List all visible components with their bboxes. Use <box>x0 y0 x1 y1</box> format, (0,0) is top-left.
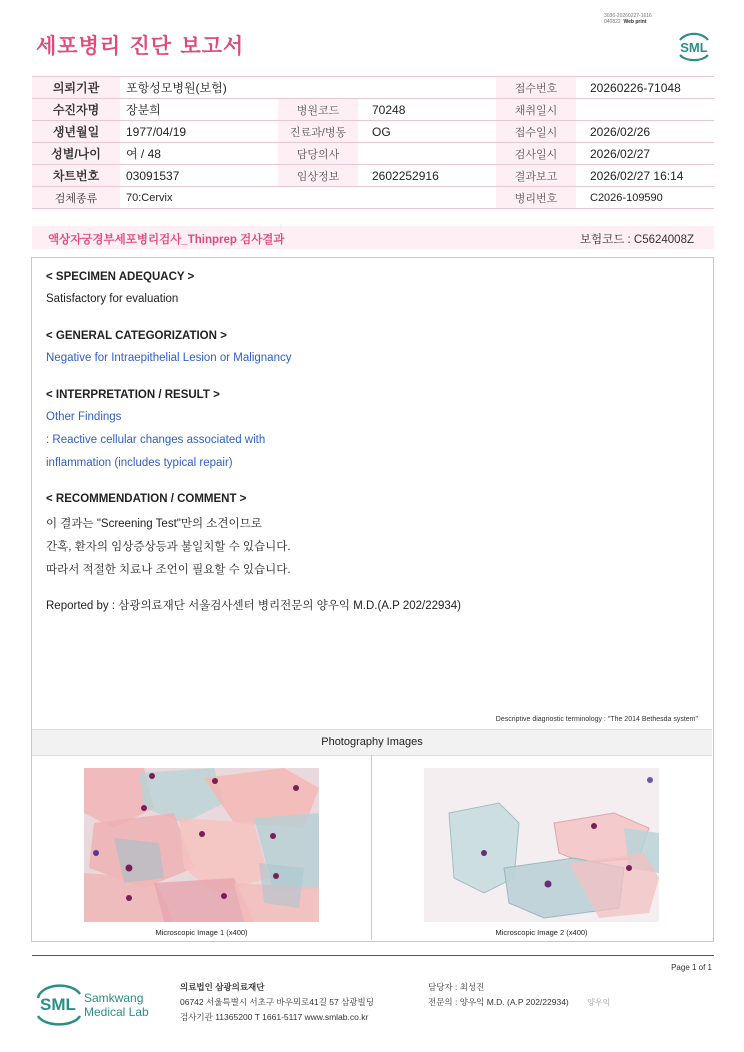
dept-value: OG <box>358 121 496 143</box>
patient-value: 장분희 <box>120 99 278 121</box>
footer-manager: 담당자 : 최성진 <box>428 982 485 992</box>
interpretation-line-2: : Reactive cellular changes associated with <box>46 434 266 446</box>
table-row <box>32 99 714 121</box>
patient-info-table <box>32 76 714 209</box>
table-row <box>32 143 714 165</box>
clinical-label: 임상정보 <box>278 165 358 187</box>
microscopic-image-2 <box>424 768 659 922</box>
doctor-value <box>358 143 496 165</box>
specimen-label: 검체종류 <box>32 187 120 209</box>
exam-name: 액상자궁경부세포병리검사_Thinprep 검사결과 <box>48 234 285 246</box>
footer-logo-text: SML <box>40 995 76 1014</box>
sml-logo-icon <box>674 28 714 64</box>
footer-org: 의료법인 삼광의료재단 <box>180 982 265 992</box>
interpretation-line-1: Other Findings <box>46 411 122 423</box>
sex-age-value: 여 / 48 <box>120 143 278 165</box>
print-code-2: 040822 <box>604 19 621 25</box>
reported-by: Reported by : 삼광의료재단 서울검사센터 병리전문의 양우익 M.D.(A.P 202/22934) <box>46 600 462 612</box>
comment-heading: < RECOMMENDATION / COMMENT > <box>46 493 247 505</box>
interpretation-heading: < INTERPRETATION / RESULT > <box>46 389 220 401</box>
result-date-value: 2026/02/27 16:14 <box>576 165 714 187</box>
footer-address-block <box>180 980 374 1025</box>
collect-date-value <box>576 99 714 121</box>
svg-text:SML: SML <box>680 40 708 55</box>
exam-date-label: 검사일시 <box>496 143 576 165</box>
table-row <box>32 165 714 187</box>
doctor-label: 담당의사 <box>278 143 358 165</box>
footer-staff-block <box>428 980 610 1010</box>
category-heading: < GENERAL CATEGORIZATION > <box>46 330 227 342</box>
hosp-code-value: 70248 <box>358 99 496 121</box>
page-number: Page 1 of 1 <box>671 963 712 972</box>
image-2-caption: Microscopic Image 2 (x400) <box>495 928 588 937</box>
path-no-value: C2026-109590 <box>576 187 714 209</box>
receipt-no-label: 접수번호 <box>496 77 576 99</box>
adequacy-heading: < SPECIMEN ADEQUACY > <box>46 271 195 283</box>
photo-section-title: Photography Images <box>32 729 712 756</box>
receipt-no-value: 20260226-71048 <box>576 77 714 99</box>
clinical-value: 2602252916 <box>358 165 496 187</box>
interpretation-line-3: inflammation (includes typical repair) <box>46 457 233 469</box>
birth-value: 1977/04/19 <box>120 121 278 143</box>
print-label: Web print <box>623 19 647 25</box>
hospital-value: 포항성모병원(보험) <box>120 77 496 99</box>
footer-divider <box>32 955 714 956</box>
chart-value: 03091537 <box>120 165 278 187</box>
insurance-code: 보험코드 : C5624008Z <box>579 234 694 246</box>
receipt-date-value: 2026/02/26 <box>576 121 714 143</box>
footer-logo <box>36 980 156 1031</box>
image-1-caption: Microscopic Image 1 (x400) <box>155 928 248 937</box>
hosp-code-label: 병원코드 <box>278 99 358 121</box>
signature: 양우익 <box>587 998 611 1007</box>
specimen-value: 70:Cervix <box>120 187 496 209</box>
footer-contact: 검사기관 11365200 T 1661-5117 www.smlab.co.kr <box>180 1012 369 1022</box>
brand-line-2: Medical Lab <box>84 1005 149 1019</box>
exam-date-value: 2026/02/27 <box>576 143 714 165</box>
sml-footer-logo-icon <box>36 980 156 1026</box>
category-text: Negative for Intraepithelial Lesion or Malignancy <box>46 352 292 364</box>
chart-label: 차트번호 <box>32 165 120 187</box>
print-code: 3036-20260227-1616 <box>604 13 652 19</box>
brand-line-1: Samkwang <box>84 991 144 1005</box>
result-date-label: 결과보고 <box>496 165 576 187</box>
table-row <box>32 187 714 209</box>
hospital-label: 의뢰기관 <box>32 77 120 99</box>
comment-line-1: 이 결과는 "Screening Test"만의 소견이므로 <box>46 518 262 530</box>
footer-address: 06742 서울특별시 서초구 바우뫼로41길 57 삼광빌딩 <box>180 997 374 1007</box>
dept-label: 진료과/병동 <box>278 121 358 143</box>
photo-divider <box>371 755 372 940</box>
table-row <box>32 121 714 143</box>
footer-specialist: 전문의 : 양우익 M.D. (A.P 202/22934) <box>428 997 569 1007</box>
birth-label: 생년월일 <box>32 121 120 143</box>
print-info <box>604 13 652 25</box>
table-row <box>32 77 714 99</box>
path-no-label: 병리번호 <box>496 187 576 209</box>
patient-label: 수진자명 <box>32 99 120 121</box>
adequacy-text: Satisfactory for evaluation <box>46 293 179 305</box>
sex-age-label: 성별/나이 <box>32 143 120 165</box>
receipt-date-label: 접수일시 <box>496 121 576 143</box>
bethesda-note: Descriptive diagnostic terminology : "The 2014 Bethesda system" <box>495 716 698 723</box>
collect-date-label: 채취일시 <box>496 99 576 121</box>
comment-line-3: 따라서 적절한 치료나 조언이 필요할 수 있습니다. <box>46 564 291 576</box>
microscopic-image-1 <box>84 768 319 922</box>
report-title: 세포병리 진단 보고서 <box>36 34 245 58</box>
comment-line-2: 간혹, 환자의 임상증상등과 불일치할 수 있습니다. <box>46 541 291 553</box>
